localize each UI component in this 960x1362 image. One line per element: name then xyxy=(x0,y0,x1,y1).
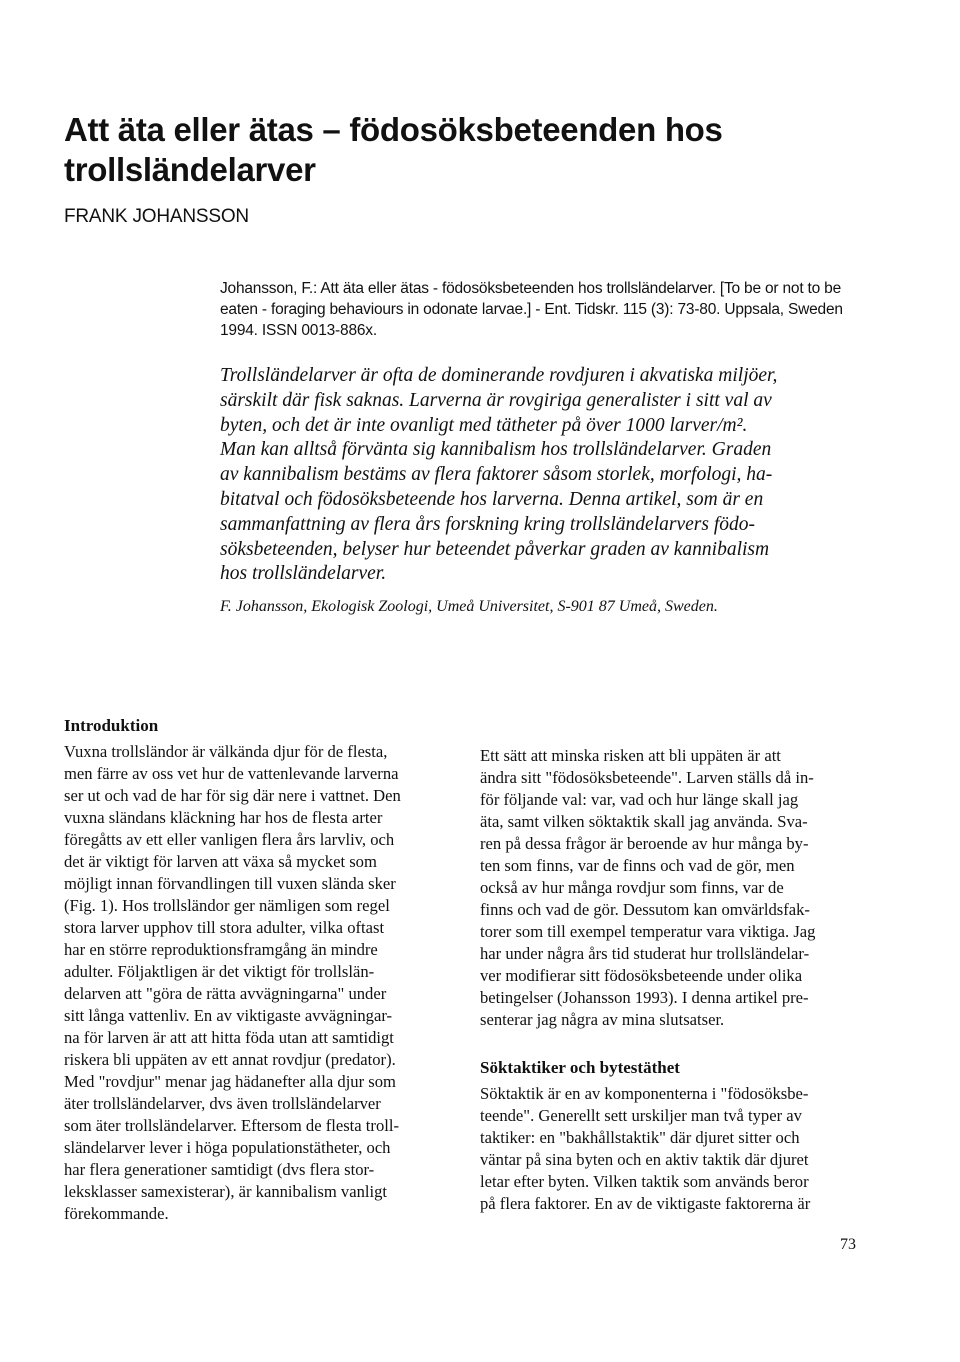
body-line: föregåtts av ett eller vanligen flera års larvliv, och xyxy=(64,830,395,849)
body-line: Ett sätt att minska risken att bli uppäten är att xyxy=(480,746,781,765)
body-line: för följande val: var, vad och hur länge skall jag xyxy=(480,790,799,809)
body-line: betingelser (Johansson 1993). I denna artikel pre- xyxy=(480,988,809,1007)
body-line: det är viktigt för larven att växa så mycket som xyxy=(64,852,377,871)
body-line: letar efter byten. Vilken taktik som används beror xyxy=(480,1172,809,1191)
abstract-line: av kannibalism bestäms av flera faktorer såsom storlek, morfologi, ha- xyxy=(220,464,773,486)
body-line: ser ut och vad de har för sig där nere i vattnet. Den xyxy=(64,786,401,805)
body-line: Söktaktik är en av komponenterna i "födosöksbe- xyxy=(480,1084,809,1103)
abstract-line: Trollsländelarver är ofta de dominerande rovdjuren i akvatiska miljöer, xyxy=(220,365,778,386)
citation-line: Johansson, F.: Att äta eller ätas - födosöksbeteenden hos trollsländelarver. [To be or not to be xyxy=(220,280,842,297)
body-line: har flera generationer samtidigt (dvs flera stor- xyxy=(64,1160,375,1179)
body-line: ren på dessa frågor är beroende av hur många by- xyxy=(480,834,809,853)
body-line: har en större reproduktionsframgång än mindre xyxy=(64,940,378,959)
body-line: (Fig. 1). Hos trollsländor ger nämligen som regel xyxy=(64,896,390,915)
body-line: taktiker: en "bakhållstaktik" där djuret sitter och xyxy=(480,1128,800,1147)
author-name: FRANK JOHANSSON xyxy=(64,206,249,227)
body-line: ver modifierar sitt födosöksbeteende under olika xyxy=(480,966,803,985)
abstract-line: särskilt där fisk saknas. Larverna är rovgiriga generalister i sitt val av xyxy=(220,389,772,411)
body-line: också av hur många rovdjur som finns, var de xyxy=(480,878,784,897)
body-line: leksklasser samexisterar), är kannibalism vanligt xyxy=(64,1182,388,1201)
citation-block xyxy=(220,278,880,341)
body-line: väntar på sina byten och en aktiv taktik där djuret xyxy=(480,1150,809,1169)
body-line: riskera bli uppäten av ett annat rovdjur (predator). xyxy=(64,1050,396,1069)
article-title xyxy=(64,110,884,190)
body-line: äta, samt vilken söktaktik skall jag använda. Sva- xyxy=(480,812,808,831)
body-line: Med "rovdjur" menar jag hädanefter alla djur som xyxy=(64,1072,396,1091)
body-line: på flera faktorer. En av de viktigaste faktorerna är xyxy=(480,1194,811,1213)
body-line: vuxna sländans kläckning har hos de flesta arter xyxy=(64,808,383,827)
abstract-line: bitatval och födosöksbeteende hos larverna. Denna artikel, som är en xyxy=(220,488,764,510)
body-line: na för larven är att att hitta föda utan att samtidigt xyxy=(64,1028,394,1047)
body-line: teende". Generellt sett urskiljer man två typer av xyxy=(480,1106,802,1125)
body-line: sländelarver lever i höga populationstätheter, och xyxy=(64,1138,391,1157)
right-column xyxy=(480,745,870,1215)
body-line: har under några års tid studerat hur trollsländelar- xyxy=(480,944,810,963)
body-line: förekommande. xyxy=(64,1204,169,1223)
body-line: adulter. Följaktligen är det viktigt för trollslän- xyxy=(64,962,375,981)
section-heading-soktaktiker: Söktaktiker och bytestäthet xyxy=(480,1058,680,1077)
abstract-line: söksbeteenden, belyser hur beteendet påverkar graden av kannibalism xyxy=(220,538,770,560)
body-line: stora larver upphov till stora adulter, vilka oftast xyxy=(64,918,385,937)
body-line: finns och vad de gör. Dessutom kan omvärldsfak- xyxy=(480,900,810,919)
body-line: sitt långa vattenliv. En av viktigaste avvägningar- xyxy=(64,1006,393,1025)
body-line: Vuxna trollsländor är välkända djur för de flesta, xyxy=(64,742,388,761)
abstract-line: byten, och det är inte ovanligt med tätheter på över 1000 larver/m². xyxy=(220,414,748,436)
body-line: men färre av oss vet hur de vattenlevande larverna xyxy=(64,764,399,783)
body-line: ten som finns, var de finns och vad de gör, men xyxy=(480,856,795,875)
citation-line: 1994. ISSN 0013-886x. xyxy=(220,322,377,339)
author-affiliation: F. Johansson, Ekologisk Zoologi, Umeå Universitet, S-901 87 Umeå, Sweden. xyxy=(220,598,718,615)
page-number: 73 xyxy=(840,1236,856,1253)
body-line: äter trollsländelarver, dvs även trollsländelarver xyxy=(64,1094,381,1113)
abstract-line: Man kan alltså förvänta sig kannibalism hos trollsländelarver. Graden xyxy=(220,439,772,461)
title-line: Att äta eller ätas – födosöksbeteenden hos xyxy=(64,111,723,148)
abstract xyxy=(220,364,880,587)
left-column xyxy=(64,715,454,1225)
section-heading-introduktion: Introduktion xyxy=(64,716,159,735)
body-line: möjligt innan förvandlingen till vuxen slända sker xyxy=(64,874,396,893)
abstract-line: sammanfattning av flera års forskning kring trollsländelarvers födo- xyxy=(220,513,755,535)
title-line: trollsländelarver xyxy=(64,151,316,188)
body-line: senterar jag några av mina slutsatser. xyxy=(480,1010,725,1029)
citation-line: eaten - foraging behaviours in odonate larvae.] - Ent. Tidskr. 115 (3): 73-80. Uppsala, Sweden xyxy=(220,301,843,318)
body-line: delarven att "göra de rätta avvägningarna" under xyxy=(64,984,387,1003)
body-line: som äter trollsländelarver. Eftersom de flesta troll- xyxy=(64,1116,399,1135)
abstract-line: hos trollsländelarver. xyxy=(220,563,387,585)
body-line: torer som till exempel temperatur vara viktiga. Jag xyxy=(480,922,816,941)
body-line: ändra sitt "födosöksbeteende". Larven ställs då in- xyxy=(480,768,814,787)
